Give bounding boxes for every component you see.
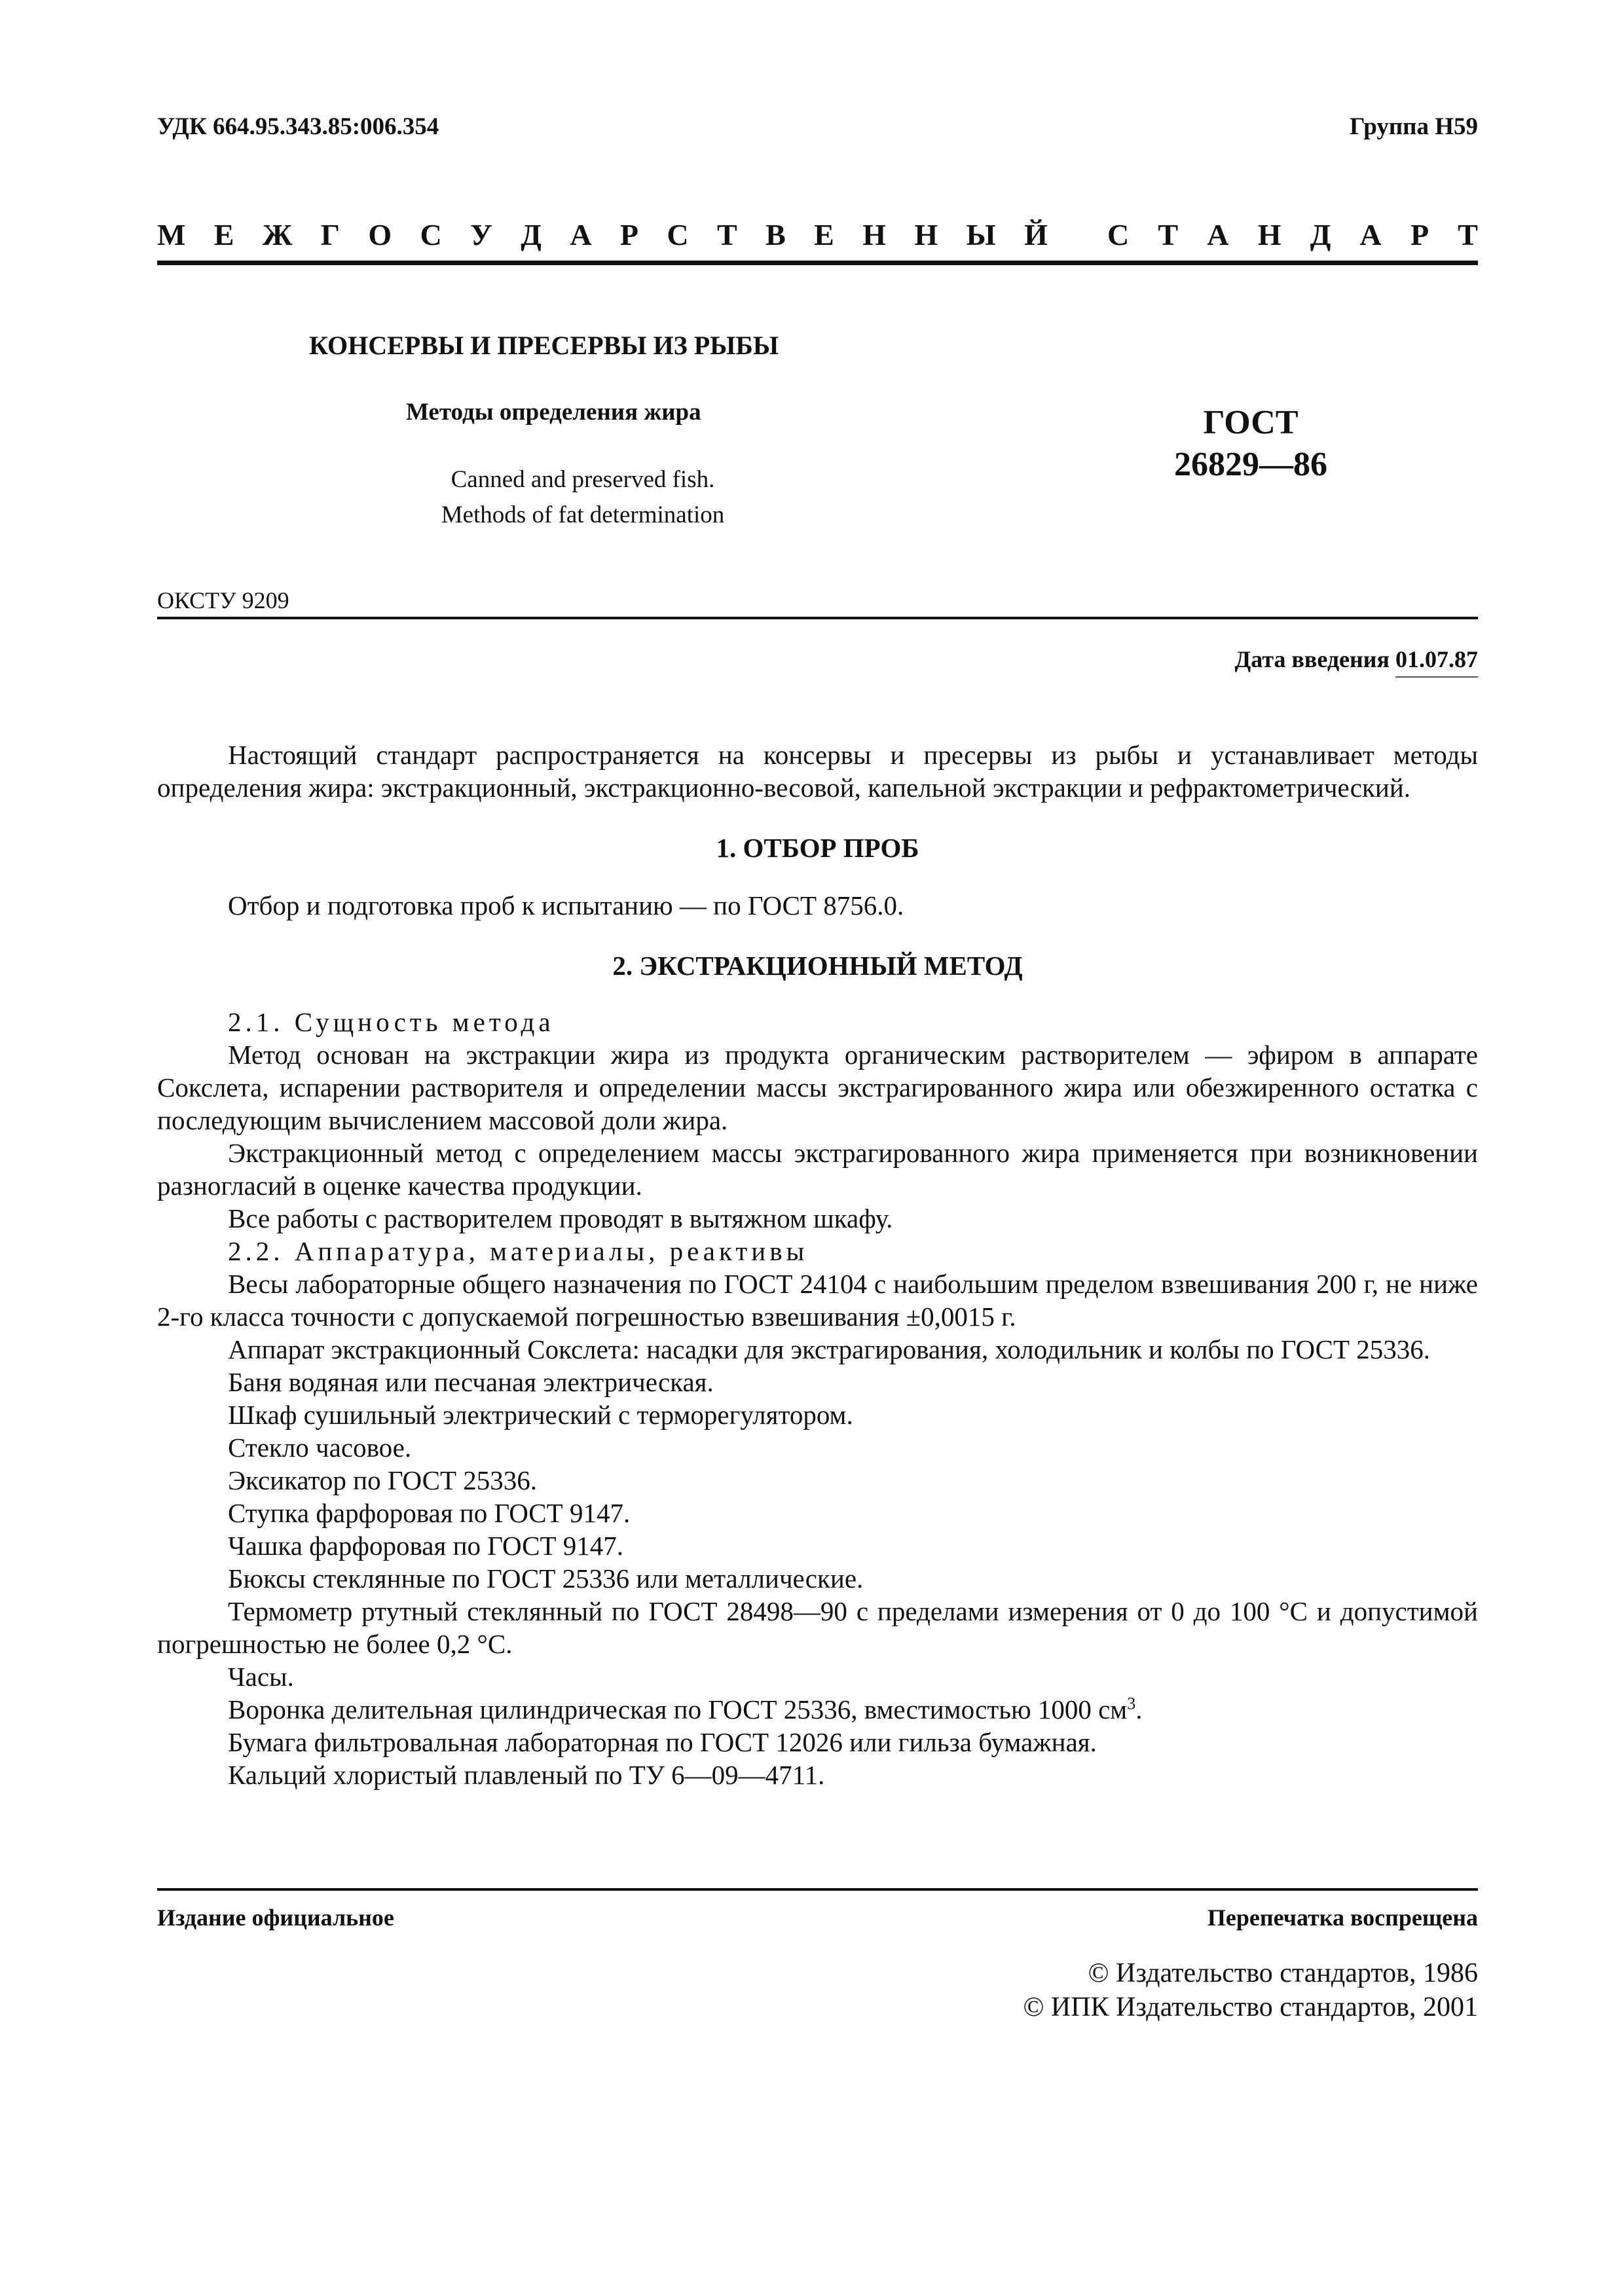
- banner-letter: Т: [717, 218, 737, 251]
- banner-letter: Й: [1024, 218, 1048, 251]
- equipment-item: Аппарат экстракционный Сокслета: насадки для экстрагирования, холодильник и колбы по ГОСТ 25336.: [228, 1334, 1431, 1364]
- equipment-item: Стекло часовое.: [228, 1432, 412, 1463]
- introduction-date: [1235, 646, 1479, 673]
- reprint-prohibited-label: Перепечатка воспрещена: [1207, 1904, 1478, 1931]
- intro-paragraph: Настоящий стандарт распространяется на консервы и пресервы из рыбы и устанавливает методы определения жира: экстракционный, экстракционно-весовой, капельной экстракции и рефрактометрический.: [157, 740, 1478, 803]
- banner-letter: Д: [1310, 218, 1331, 251]
- copyright-block: [1023, 1956, 1478, 2024]
- equipment-list: [157, 1267, 1478, 1693]
- date-value: 01.07.87: [1395, 646, 1478, 678]
- equipment-item: Бюксы стеклянные по ГОСТ 25336 или металлические.: [228, 1563, 864, 1594]
- banner-letter: Н: [914, 218, 938, 251]
- equipment-item-funnel: [157, 1693, 1478, 1726]
- banner-letter: Ж: [262, 218, 293, 251]
- banner-letter: Т: [1458, 218, 1478, 251]
- udk-code: УДК 664.95.343.85:006.354: [157, 113, 439, 140]
- funnel-end: .: [1135, 1694, 1143, 1724]
- banner-word-standard: [1107, 217, 1478, 252]
- banner-letter: Д: [521, 218, 542, 251]
- equipment-item: Весы лабораторные общего назначения по ГОСТ 24104 с наибольшим пределом взвешивания 200 г, не ниже 2-го класса точности с допускаемой погрешностью взвешивания ±0,0015 г.: [157, 1269, 1478, 1332]
- section-2-paragraph-2: Экстракционный метод с определением массы экстрагированного жира применяется при возникновении разногласий в оценке качества продукции.: [157, 1138, 1478, 1201]
- gost-designation: [1166, 402, 1336, 486]
- date-label: Дата введения: [1234, 646, 1390, 672]
- equipment-item: Баня водяная или песчаная электрическая.: [228, 1367, 714, 1397]
- subsection-2-1-heading: 2.1. Сущность метода: [228, 1007, 555, 1037]
- banner-letter: Г: [320, 218, 340, 251]
- banner-letter: Н: [862, 218, 886, 251]
- banner-letter: С: [667, 218, 689, 251]
- funnel-superscript: 3: [1127, 1694, 1136, 1713]
- english-title-line2: Methods of fat determination: [441, 501, 725, 528]
- subsection-2-2-heading: 2.2. Аппаратура, материалы, реактивы: [228, 1236, 809, 1266]
- section-1-heading: 1. ОТБОР ПРОБ: [716, 833, 919, 863]
- banner-letter: Р: [619, 218, 639, 251]
- equipment-item: Эксикатор по ГОСТ 25336.: [228, 1465, 538, 1495]
- official-edition-label: Издание официальное: [157, 1904, 394, 1931]
- english-title: [367, 462, 799, 533]
- standard-banner: [157, 217, 1478, 252]
- banner-letter: А: [1207, 218, 1229, 251]
- banner-letter: С: [1107, 218, 1130, 251]
- banner-letter: Ы: [966, 218, 996, 251]
- equipment-item: Чашка фарфоровая по ГОСТ 9147.: [228, 1531, 623, 1561]
- banner-letter: В: [765, 218, 786, 251]
- document-subtitle: Методы определения жира: [406, 399, 701, 426]
- banner-letter: С: [420, 218, 442, 251]
- funnel-text: Воронка делительная цилиндрическая по ГОСТ 25336, вместимостью 1000 см: [228, 1694, 1128, 1724]
- copyright-line-2: © ИПК Издательство стандартов, 2001: [1023, 1992, 1478, 2022]
- equipment-item: Кальций хлористый плавленый по ТУ 6—09—4711.: [228, 1760, 825, 1790]
- document-body: [157, 738, 1478, 1791]
- equipment-list-continued: [157, 1726, 1478, 1791]
- banner-letter: А: [570, 218, 592, 251]
- section-2-paragraph-1: Метод основан на экстракции жира из продукта органическим растворителем — эфиром в аппарате Сокслета, испарении растворителя и определении массы экстрагированного жира или обезжиренного остатка с последующим вычислением массовой доли жира.: [157, 1040, 1478, 1135]
- banner-letter: О: [368, 218, 392, 251]
- banner-letter: Р: [1410, 218, 1429, 251]
- footer-rule: [157, 1888, 1478, 1891]
- equipment-item: Термометр ртутный стеклянный по ГОСТ 28498—90 с пределами измерения от 0 до 100 °С и допустимой погрешностью не более 0,2 °С.: [157, 1596, 1478, 1659]
- banner-letter: Н: [1257, 218, 1281, 251]
- banner-letter: Е: [213, 218, 234, 251]
- banner-letter: Т: [1158, 218, 1179, 251]
- copyright-line-1: © Издательство стандартов, 1986: [1088, 1958, 1478, 1988]
- equipment-item: Ступка фарфоровая по ГОСТ 9147.: [228, 1498, 631, 1528]
- gost-label: ГОСТ: [1203, 404, 1299, 441]
- banner-letter: А: [1359, 218, 1382, 251]
- group-code: Группа Н59: [1350, 113, 1478, 140]
- banner-letter: У: [470, 218, 492, 251]
- section-2-heading: 2. ЭКСТРАКЦИОННЫЙ МЕТОД: [612, 951, 1023, 981]
- document-title: КОНСЕРВЫ И ПРЕСЕРВЫ ИЗ РЫБЫ: [309, 331, 779, 360]
- equipment-item: Шкаф сушильный электрический с терморегулятором.: [228, 1400, 853, 1430]
- banner-letter: М: [157, 218, 186, 251]
- banner-word-interstate: [157, 217, 1048, 252]
- banner-rule: [157, 261, 1478, 265]
- gost-number: 26829—86: [1174, 446, 1327, 483]
- banner-letter: Е: [814, 218, 834, 251]
- okstu-code: ОКСТУ 9209: [157, 587, 289, 613]
- okstu-rule: [157, 617, 1478, 619]
- equipment-item: Часы.: [228, 1662, 294, 1692]
- english-title-line1: Canned and preserved fish.: [451, 466, 715, 493]
- section-2-paragraph-3: Все работы с растворителем проводят в вытяжном шкафу.: [228, 1203, 893, 1233]
- section-1-text: Отбор и подготовка проб к испытанию — по ГОСТ 8756.0.: [228, 890, 904, 920]
- equipment-item: Бумага фильтровальная лабораторная по ГОСТ 12026 или гильза бумажная.: [228, 1727, 1097, 1757]
